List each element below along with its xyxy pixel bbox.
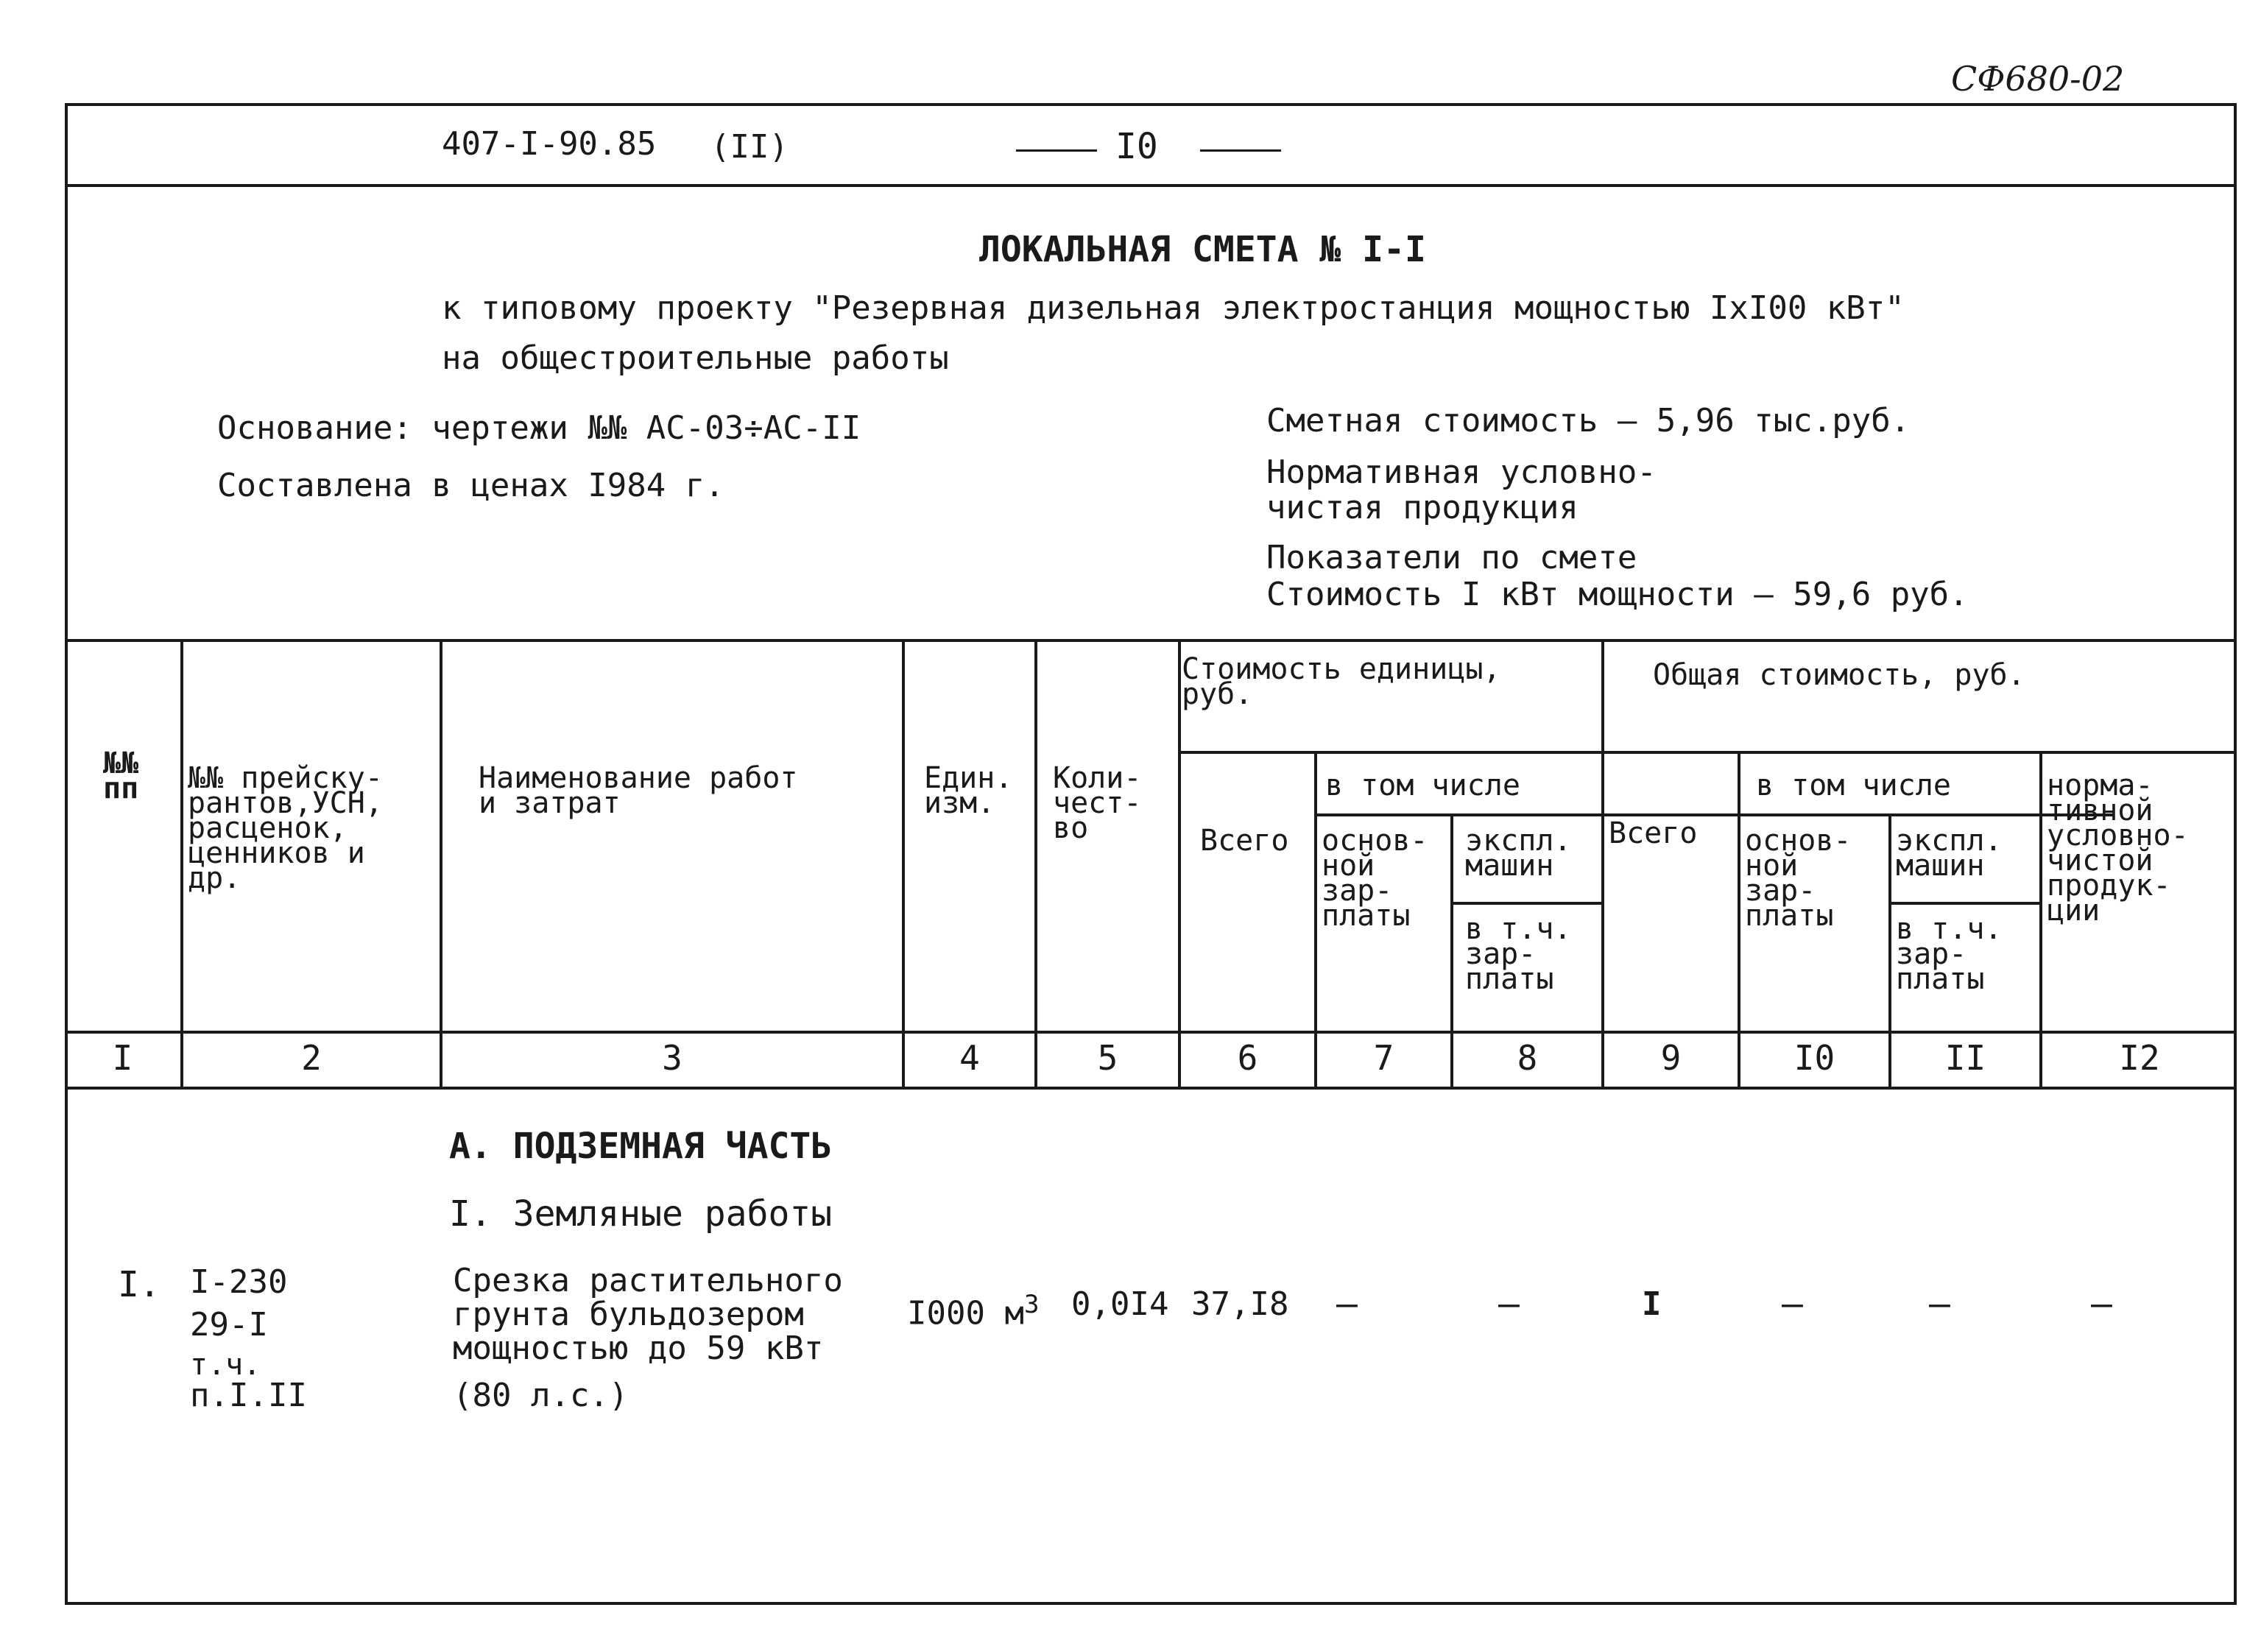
price-code-line-3: т.ч. <box>190 1348 261 1382</box>
description-line-1: Срезка растительного <box>453 1262 843 1299</box>
project-line-1: к типовому проекту "Резервная дизельная электростанция мощностью IxI00 кВт" <box>442 289 1905 327</box>
header-total-including: в том числе <box>1756 769 1951 802</box>
price-code-line-1: I-230 <box>190 1263 288 1301</box>
table-top-rule <box>65 639 2237 642</box>
column-number: 7 <box>1373 1038 1394 1078</box>
price-code-line-2: 29-I <box>190 1306 268 1344</box>
column-number: I0 <box>1793 1038 1835 1078</box>
page-number: I0 <box>1115 126 1158 167</box>
unit-cost-machines: – <box>1498 1283 1520 1324</box>
indicators-label: Показатели по смете <box>1266 539 1637 576</box>
header-normative: норма- тивной условно- чистой продук- ции <box>2047 769 2189 928</box>
page-dash-left <box>1016 149 1097 152</box>
column-number: 2 <box>301 1038 322 1078</box>
section-underground-part: А. ПОДЗЕМНАЯ ЧАСТЬ <box>449 1126 833 1167</box>
subheader-rule-4 <box>1888 902 2039 905</box>
header-total-basic-wage: основ- ной зар- платы <box>1745 824 1852 933</box>
column-number: 6 <box>1237 1038 1258 1078</box>
basis-text: Основание: чертежи №№ АС-03÷АС-II <box>217 409 861 447</box>
col-divider-3 <box>902 639 905 1090</box>
column-number: 4 <box>959 1038 980 1078</box>
doc-code: 407-I-90.85 <box>442 125 657 163</box>
album-number: (II) <box>710 128 789 166</box>
subheader-rule-2 <box>1314 813 2113 816</box>
col-divider-1 <box>180 639 183 1090</box>
col-divider-9 <box>1738 751 1740 1090</box>
col-divider-6 <box>1314 751 1317 1090</box>
header-unit-basic-wage: основ- ной зар- платы <box>1322 824 1428 933</box>
column-number: 8 <box>1517 1038 1538 1078</box>
header-unit: Един. изм. <box>924 761 1013 820</box>
normative-line-1: Нормативная условно- <box>1266 453 1657 491</box>
header-total-cost: Общая стоимость, руб. <box>1653 658 2025 692</box>
unit-cost-wage: – <box>1336 1283 1358 1324</box>
description-line-4: (80 л.с.) <box>453 1377 629 1414</box>
header-row-number: №№ пп <box>103 746 139 805</box>
description-line-3: мощностью до 59 кВт <box>453 1330 824 1367</box>
section-earthworks: I. Земляные работы <box>449 1193 833 1235</box>
kw-cost: Стоимость I кВт мощности – 59,6 руб. <box>1266 576 1969 613</box>
col-divider-4 <box>1034 639 1037 1090</box>
column-number: 9 <box>1660 1038 1682 1078</box>
total-machines-value: – <box>1929 1283 1950 1324</box>
header-total-incl-wage: в т.ч. зар- платы <box>1896 912 2003 996</box>
header-unit-incl-wage: в т.ч. зар- платы <box>1465 912 1572 996</box>
total-cost-value: I <box>1642 1285 1662 1323</box>
header-total-machines: экспл. машин <box>1896 824 2003 883</box>
unit-cost-total: 37,I8 <box>1191 1285 1289 1323</box>
header-bottom-rule <box>65 1031 2237 1034</box>
col-divider-5 <box>1178 639 1181 1090</box>
total-wage-value: – <box>1782 1283 1803 1324</box>
normative-value: – <box>2091 1283 2112 1324</box>
estimate-title: ЛОКАЛЬНАЯ СМЕТА № I-I <box>979 229 1426 270</box>
header-unit-machines: экспл. машин <box>1465 824 1572 883</box>
unit-of-measure <box>907 1287 1039 1332</box>
col-divider-2 <box>440 639 442 1090</box>
price-code-line-4: п.I.II <box>190 1377 307 1414</box>
header-price-lists: №№ прейску- рантов,УСН, расценок, ценников и др. <box>188 761 383 895</box>
subheader-rule-3 <box>1450 902 1601 905</box>
header-work-name: Наименование работ и затрат <box>479 761 798 820</box>
header-quantity: Коли- чест- во <box>1053 761 1142 845</box>
estimated-cost: Сметная стоимость – 5,96 тыс.руб. <box>1266 402 1911 440</box>
normative-line-2: чистая продукция <box>1266 489 1579 526</box>
unit-text: I000 м <box>907 1294 1024 1332</box>
column-number: I2 <box>2119 1038 2160 1078</box>
number-row-rule <box>65 1087 2237 1090</box>
header-unit-cost: Стоимость единицы, руб. <box>1182 652 1501 711</box>
col-divider-8 <box>1601 639 1604 1090</box>
quantity-value: 0,0I4 <box>1071 1285 1169 1323</box>
row-index: I. <box>118 1264 161 1305</box>
stamp-handwritten: СФ680-02 <box>1951 59 2125 99</box>
header-divider <box>65 184 2237 187</box>
col-divider-11 <box>2039 751 2042 1090</box>
column-number: II <box>1944 1038 1986 1078</box>
description-line-2: грунта бульдозером <box>453 1296 804 1333</box>
project-line-2: на общестроительные работы <box>442 339 949 377</box>
page-dash-right <box>1200 149 1281 152</box>
unit-superscript: 3 <box>1023 1290 1040 1319</box>
prices-text: Составлена в ценах I984 г. <box>217 467 724 504</box>
column-number: 5 <box>1097 1038 1118 1078</box>
header-total-total: Всего <box>1609 816 1698 850</box>
column-number: 3 <box>662 1038 682 1078</box>
column-number: I <box>112 1038 133 1078</box>
header-unit-including: в том числе <box>1325 769 1520 802</box>
header-unit-total: Всего <box>1200 824 1289 858</box>
subheader-rule-1 <box>1178 751 2237 754</box>
